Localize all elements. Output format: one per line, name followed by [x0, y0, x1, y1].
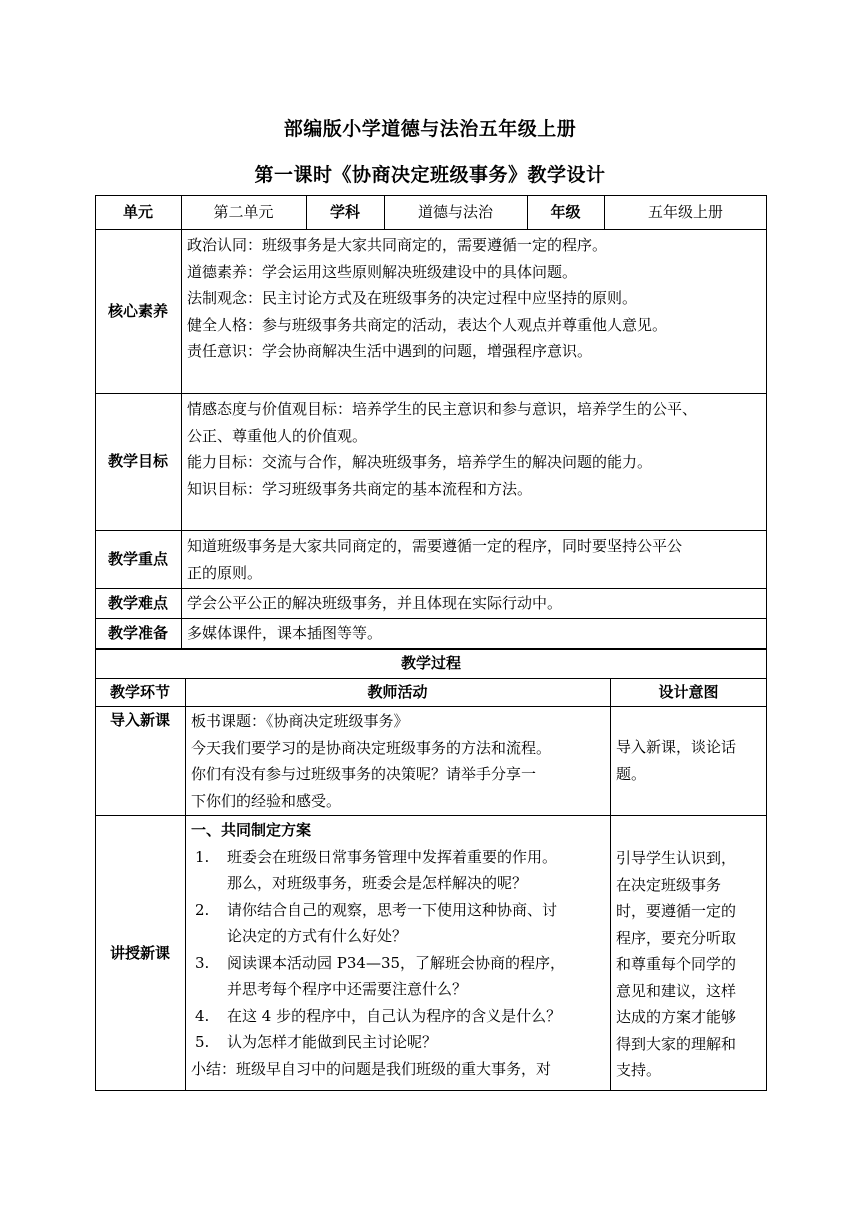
- key-points-content: [181, 533, 767, 586]
- intro-stage: 导入新课: [109, 711, 170, 729]
- preparation-content: 多媒体课件，课本插图等等。: [187, 624, 383, 642]
- preparation-label: 教学准备: [107, 624, 168, 643]
- process-header: 教学过程: [400, 654, 461, 673]
- intro-line: 今天我们要学习的是协商决定班级事务的方法和流程。: [191, 738, 552, 757]
- lecture-teacher-activity: [185, 817, 610, 1082]
- list-item: 3. 阅读课本活动园 P34—35，了解班会协商的程序，: [195, 953, 566, 972]
- core-line: 法制观念：民主讨论方式及在班级事务的决定过程中应坚持的原则。: [187, 289, 638, 307]
- lecture-intent-line: 得到大家的理解和: [616, 1034, 737, 1053]
- list-item: 4. 在这 4 步的程序中，自己认为程序的含义是什么？: [195, 1006, 562, 1025]
- goals-line: 能力目标：交流与合作，解决班级事务，培养学生的解决问题的能力。: [187, 453, 653, 471]
- list-item-cont: 那么，对班级事务，班委会是怎样解决的呢？: [227, 874, 528, 892]
- unit-label: 单元: [122, 202, 153, 221]
- intro-intent-line: 导入新课，谈论话: [616, 738, 737, 756]
- core-line: 健全人格：参与班级事务共商定的活动，表达个人观点并尊重他人意见。: [187, 315, 668, 334]
- core-literacy-content: [181, 232, 767, 365]
- intro-line: 你们有没有参与过班级事务的决策呢？请举手分享一: [191, 765, 537, 783]
- list-item: 1. 班委会在班级日常事务管理中发挥着重要的作用。: [195, 847, 558, 866]
- lecture-intent-line: 程序，要充分听取: [616, 928, 737, 947]
- difficulty-label: 教学难点: [107, 593, 168, 612]
- teaching-goals-content: [181, 396, 767, 502]
- lecture-intent-line: 达成的方案才能够: [616, 1008, 737, 1026]
- col-intent-header: 设计意图: [658, 682, 719, 701]
- focus-line: 知道班级事务是大家共同商定的，需要遵循一定的程序，同时要坚持公平公: [187, 537, 683, 555]
- grade-label: 年级: [550, 202, 581, 221]
- list-item-cont: 论决定的方式有什么好处？: [227, 927, 408, 945]
- lecture-intent-line: 和尊重每个同学的: [616, 955, 737, 973]
- goals-line: 知识目标：学习班级事务共商定的基本流程和方法。: [187, 479, 533, 498]
- col-teacher-header: 教师活动: [367, 682, 428, 701]
- intro-intent-line: 题。: [616, 764, 647, 783]
- list-item: 2. 请你结合自己的观察，思考一下使用这种协商、讨: [195, 900, 558, 919]
- list-item-cont: 并思考每个程序中还需要注意什么？: [227, 980, 468, 998]
- core-line: 责任意识：学会协商解决生活中遇到的问题，增强程序意识。: [187, 342, 593, 360]
- key-points-label: 教学重点: [107, 549, 168, 568]
- core-line: 道德素养：学会运用这些原则解决班级建设中的具体问题。: [187, 262, 578, 281]
- grade-value: 五年级上册: [647, 202, 723, 221]
- lecture-intent-line: 引导学生认识到，: [616, 849, 737, 867]
- intro-line: 下你们的经验和感受。: [191, 791, 342, 810]
- intro-teacher-activity: [185, 708, 610, 814]
- lecture-heading: 一、共同制定方案: [191, 821, 312, 839]
- subject-value: 道德与法治: [417, 202, 493, 221]
- core-literacy-label: 核心素养: [107, 301, 168, 320]
- intro-line: 板书课题：《协商决定班级事务》: [191, 712, 409, 730]
- document-title: 部编版小学道德与法治五年级上册: [283, 118, 577, 140]
- lecture-intent-line: 意见和建议，这样: [616, 981, 737, 1000]
- lecture-intent-line: 支持。: [616, 1061, 662, 1079]
- focus-line: 正的原则。: [187, 563, 263, 582]
- lecture-intent-line: 在决定班级事务: [616, 875, 722, 894]
- goals-line: 公正、尊重他人的价值观。: [187, 426, 368, 445]
- goals-line: 情感态度与价值观目标：培养学生的民主意识和参与意识，培养学生的公平、: [187, 400, 698, 418]
- lecture-design-intent: [610, 845, 767, 1084]
- lecture-summary: 小结：班级早自习中的问题是我们班级的重大事务，对: [191, 1059, 552, 1078]
- lecture-stage: 讲授新课: [109, 943, 170, 962]
- col-stage-header: 教学环节: [109, 682, 170, 701]
- list-item: 5. 认为怎样才能做到民主讨论呢？: [195, 1033, 438, 1051]
- unit-value: 第二单元: [213, 202, 274, 221]
- subject-label: 学科: [329, 202, 360, 221]
- difficulty-content: 学会公平公正的解决班级事务，并且体现在实际行动中。: [187, 594, 563, 612]
- intro-design-intent: [610, 734, 767, 787]
- document-subtitle: 第一课时《协商决定班级事务》教学设计: [254, 164, 606, 186]
- lecture-intent-line: 时，要遵循一定的: [616, 902, 737, 920]
- teaching-goals-label: 教学目标: [107, 452, 168, 471]
- core-line: 政治认同：班级事务是大家共同商定的，需要遵循一定的程序。: [187, 236, 608, 254]
